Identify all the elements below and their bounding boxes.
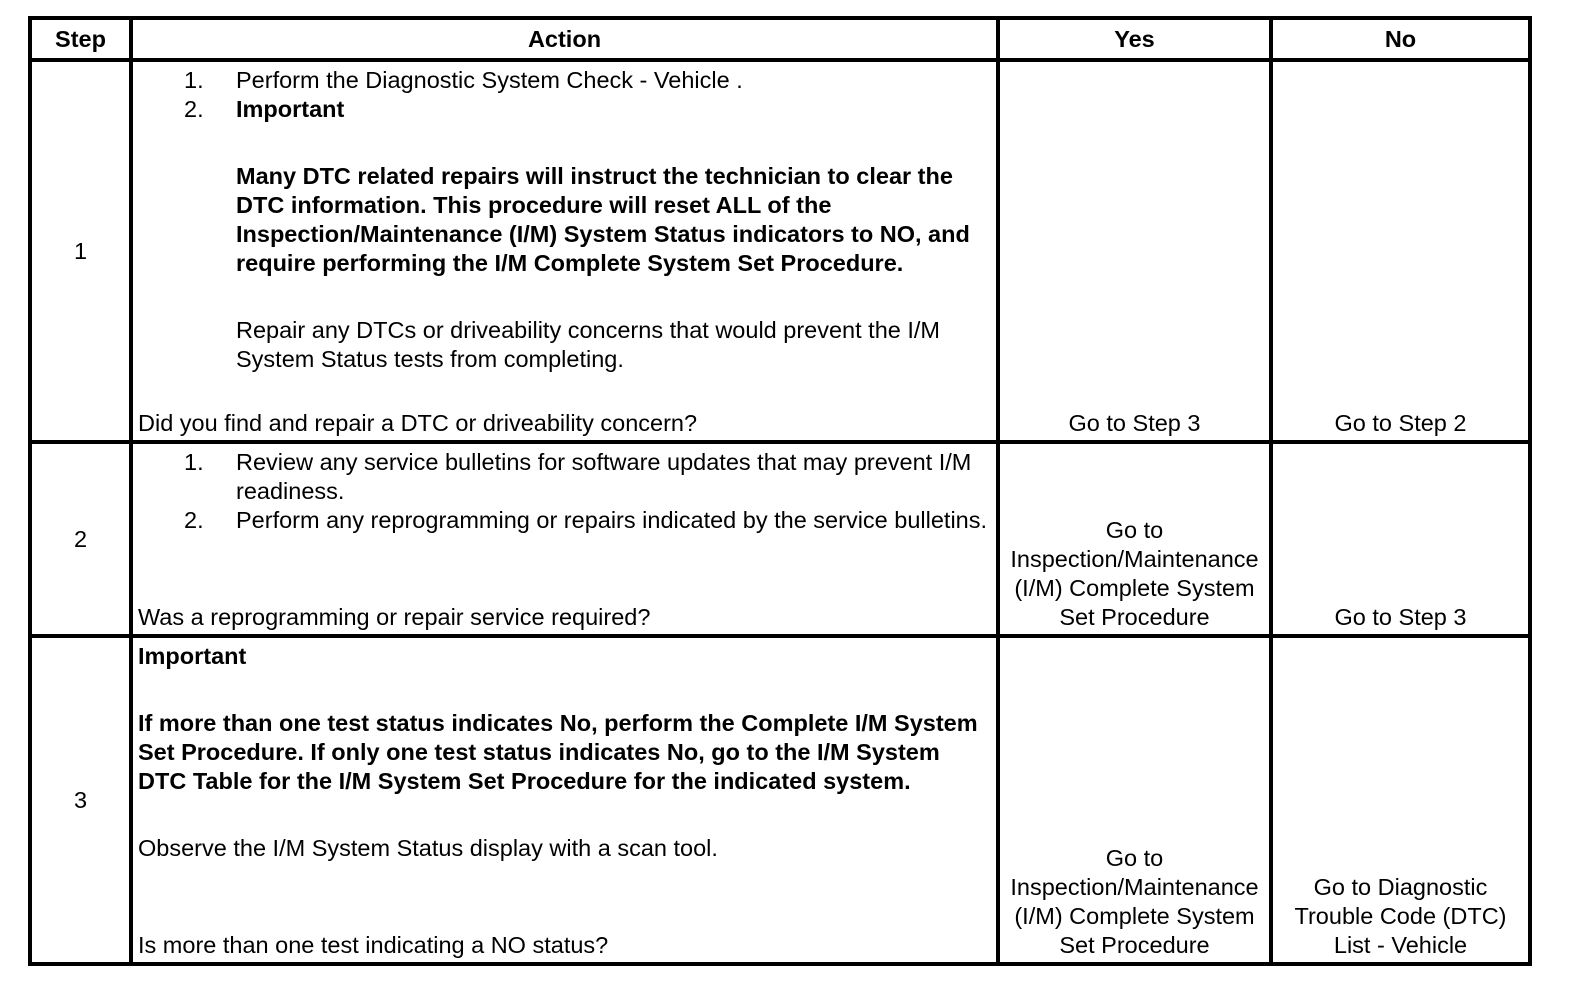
action-cell bbox=[131, 442, 998, 636]
step-number: 2 bbox=[30, 442, 131, 636]
header-no: No bbox=[1271, 18, 1530, 60]
yes-cell bbox=[998, 60, 1271, 442]
action-cell bbox=[131, 60, 998, 442]
list-item: 1. Review any service bulletins for software updates that may prevent I/M readiness. bbox=[184, 449, 972, 504]
list-item: 2. Important bbox=[184, 96, 345, 122]
question-text: Was a reprogramming or repair service required? bbox=[138, 604, 651, 630]
no-cell bbox=[1271, 60, 1530, 442]
important-label: Important bbox=[236, 96, 345, 122]
go-to-step-3-link[interactable]: Go to Step 3 bbox=[1334, 604, 1467, 630]
header-step: Step bbox=[30, 18, 131, 60]
table-row bbox=[30, 60, 1530, 442]
go-to-im-procedure-link[interactable]: Go to Inspection/Maintenance (I/M) Complete System Set Procedure bbox=[1010, 845, 1259, 958]
diagnostic-table bbox=[28, 16, 1532, 966]
list-item: 2. Perform any reprogramming or repairs indicated by the service bulletins. bbox=[184, 507, 988, 533]
step-number: 3 bbox=[30, 636, 131, 964]
action-list bbox=[138, 66, 990, 124]
go-to-im-procedure-link[interactable]: Go to Inspection/Maintenance (I/M) Complete System Set Procedure bbox=[1010, 517, 1259, 630]
diagnostic-check-link[interactable]: Perform the Diagnostic System Check - Vehicle . bbox=[236, 67, 743, 93]
action-list bbox=[138, 448, 990, 535]
header-action: Action bbox=[131, 18, 998, 60]
action-cell bbox=[131, 636, 998, 964]
table-row bbox=[30, 442, 1530, 636]
go-to-step-3-link[interactable]: Go to Step 3 bbox=[1068, 410, 1201, 436]
no-cell bbox=[1271, 636, 1530, 964]
important-text: If more than one test status indicates No, perform the Complete I/M System Set Procedure. If only one test status indicates No, go to the I/M System DTC Table for the I/M System Set Procedure for the indicated system. bbox=[138, 710, 978, 794]
list-item: 1. Perform the Diagnostic System Check - Vehicle . bbox=[184, 67, 743, 93]
question-text: Did you find and repair a DTC or driveability concern? bbox=[138, 410, 698, 436]
table-row bbox=[30, 636, 1530, 964]
note-text: Repair any DTCs or driveability concerns that would prevent the I/M System Status tests from completing. bbox=[236, 317, 941, 372]
no-cell bbox=[1271, 442, 1530, 636]
important-label: Important bbox=[138, 643, 247, 669]
yes-cell bbox=[998, 442, 1271, 636]
header-row bbox=[30, 18, 1530, 60]
step-number: 1 bbox=[30, 60, 131, 442]
go-to-dtc-list-link[interactable]: Go to Diagnostic Trouble Code (DTC) List - Vehicle bbox=[1294, 874, 1507, 958]
header-yes: Yes bbox=[998, 18, 1271, 60]
observe-text: Observe the I/M System Status display with a scan tool. bbox=[138, 835, 718, 861]
yes-cell bbox=[998, 636, 1271, 964]
question-text: Is more than one test indicating a NO status? bbox=[138, 932, 609, 958]
go-to-step-2-link[interactable]: Go to Step 2 bbox=[1334, 410, 1467, 436]
important-text: Many DTC related repairs will instruct the technician to clear the DTC information. This procedure will reset ALL of the Inspection/Maintenance (I/M) System Status indicators to NO, and require performing the I/M Complete System Set Procedure. bbox=[236, 163, 970, 276]
